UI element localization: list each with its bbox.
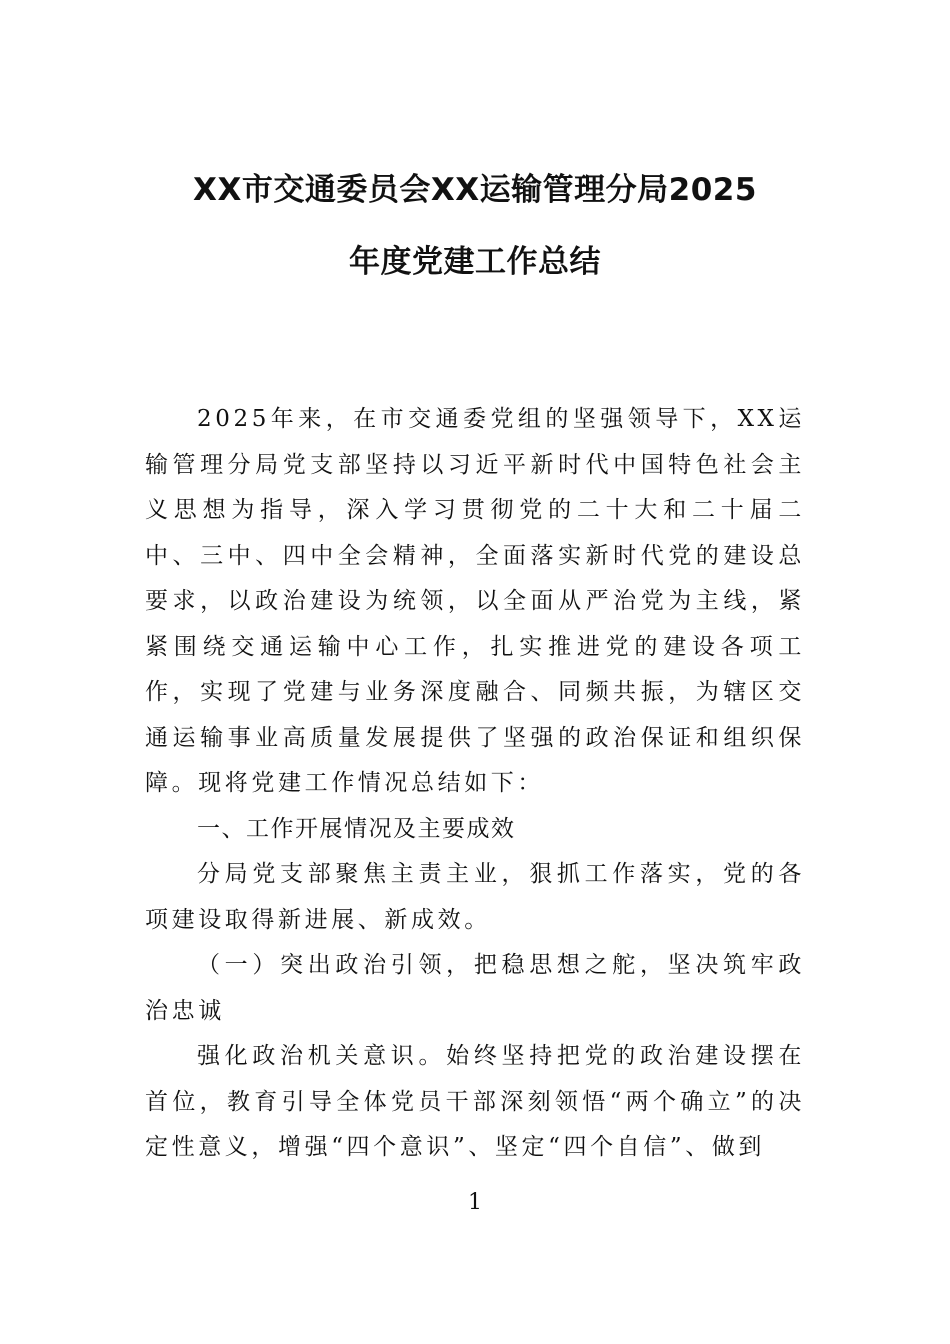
document-body (145, 397, 805, 1171)
section-heading-1: 一、工作开展情况及主要成效 (197, 815, 516, 842)
title-line-2: 年度党建工作总结 (349, 244, 601, 280)
section-1-paragraph: 分局党支部聚焦主责主业，狠抓工作落实，党的各项建设取得新进展、新成效。 (145, 861, 805, 933)
page-number: 1 (468, 1190, 482, 1215)
subsection-1-paragraph: 强化政治机关意识。始终坚持把党的政治建设摆在首位，教育引导全体党员干部深刻领悟“两个确立”的决定性意义，增强“四个意识”、坚定“四个自信”、做到 (145, 1043, 805, 1160)
intro-paragraph: 2025年来，在市交通委党组的坚强领导下，XX运输管理分局党支部坚持以习近平新时代中国特色社会主义思想为指导，深入学习贯彻党的二十大和二十届二中、三中、四中全会精神，全面落实新时代党的建设总要求，以政治建设为统领，以全面从严治党为主线，紧紧围绕交通运输中心工作，扎实推进党的建设各项工作，实现了党建与业务深度融合、同频共振，为辖区交通运输事业高质量发展提供了坚强的政治保证和组织保障。现将党建工作情况总结如下： (145, 406, 805, 796)
document-title (140, 168, 810, 284)
title-line-1: XX市交通委员会XX运输管理分局2025 (193, 172, 757, 208)
subsection-heading-1: （一）突出政治引领，把稳思想之舵，坚决筑牢政治忠诚 (145, 952, 805, 1024)
